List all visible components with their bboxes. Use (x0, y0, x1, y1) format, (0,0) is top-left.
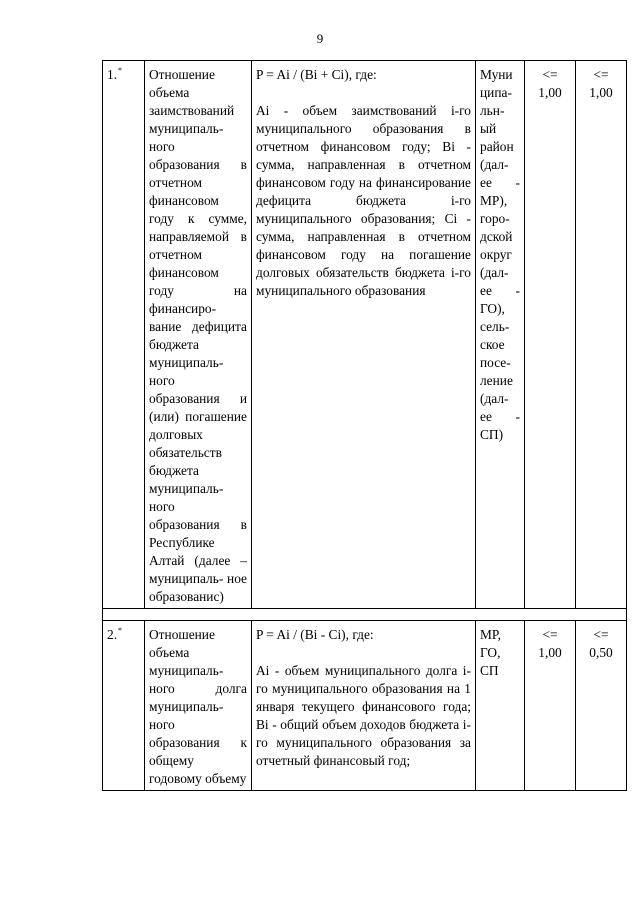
formula-title: P = Ai / (Bi + Ci), где: (256, 67, 377, 82)
indicator-table-body (103, 61, 627, 791)
row-number: 1. (107, 67, 118, 82)
formula-cell (252, 61, 476, 609)
row-number-cell (103, 621, 145, 791)
formula-title: P = Ai / (Bi - Ci), где: (256, 627, 374, 642)
indicator-table (102, 60, 627, 791)
row-footnote-mark: * (118, 66, 123, 75)
row-spacer-cell (103, 609, 627, 621)
threshold-operator: <= (542, 627, 558, 642)
threshold-operator: <= (542, 67, 558, 82)
indicator-name: Отношение объема заимствований муниципаль- ного образования в отчетном финансовом году к сумме, направляемой в отчетном финансовом году на финансиро- вание дефицита бюджета муниципаль- ного образования и (или) погашение долговых обязательств бюджета муниципаль- ного образования в Республике Алтай (далее – муниципаль- ное образованис) (149, 67, 247, 604)
row-spacer (103, 609, 627, 621)
indicator-name-cell (145, 621, 252, 791)
indicator-name-cell (145, 61, 252, 609)
formula-description: Ai - объем заимствований i-го муниципального образования в отчетном финансовом году; Bi - сумма, направленная в отчетном финансовом году на финансирование дефицита бюджета i-го муниципального образования; Ci - сумма, направленная в отчетном финансовом году на погашение долговых обязательств бюджета i-го муниципального образования (256, 103, 471, 298)
row-number: 2. (107, 627, 118, 642)
threshold-value: 1,00 (538, 85, 562, 100)
threshold-cell (525, 61, 576, 609)
threshold-value: 0,50 (589, 645, 613, 660)
municipality-level-cell (476, 61, 525, 609)
blank-line (256, 84, 471, 102)
table-row (103, 61, 627, 609)
formula-description: Ai - объем муниципального долга i-го муниципального образования на 1 января текущего финансового года; Bi - общий объем доходов бюджета i-го муниципального образования за отчетный финансовый год; (256, 663, 471, 768)
threshold-cell (525, 621, 576, 791)
row-number-cell (103, 61, 145, 609)
indicator-name: Отношение объема муниципаль- ного долга муниципаль- ного образования к общему годовому объему (149, 627, 247, 786)
threshold-cell (576, 61, 627, 609)
table-row (103, 621, 627, 791)
municipality-level: МР, ГО, СП (480, 627, 502, 678)
threshold-value: 1,00 (538, 645, 562, 660)
page-number: 9 (316, 31, 324, 46)
blank-line (256, 644, 471, 662)
row-footnote-mark: * (118, 626, 123, 635)
threshold-operator: <= (593, 627, 609, 642)
municipality-level-cell (476, 621, 525, 791)
threshold-value: 1,00 (589, 85, 613, 100)
threshold-operator: <= (593, 67, 609, 82)
formula-cell (252, 621, 476, 791)
threshold-cell (576, 621, 627, 791)
municipality-level: Муни ципа- льн- ый район (дал- ее - МР), горо- дской округ (дал- ее - ГО), сель- ское посе- ление (дал- ее - СП) (480, 67, 520, 442)
